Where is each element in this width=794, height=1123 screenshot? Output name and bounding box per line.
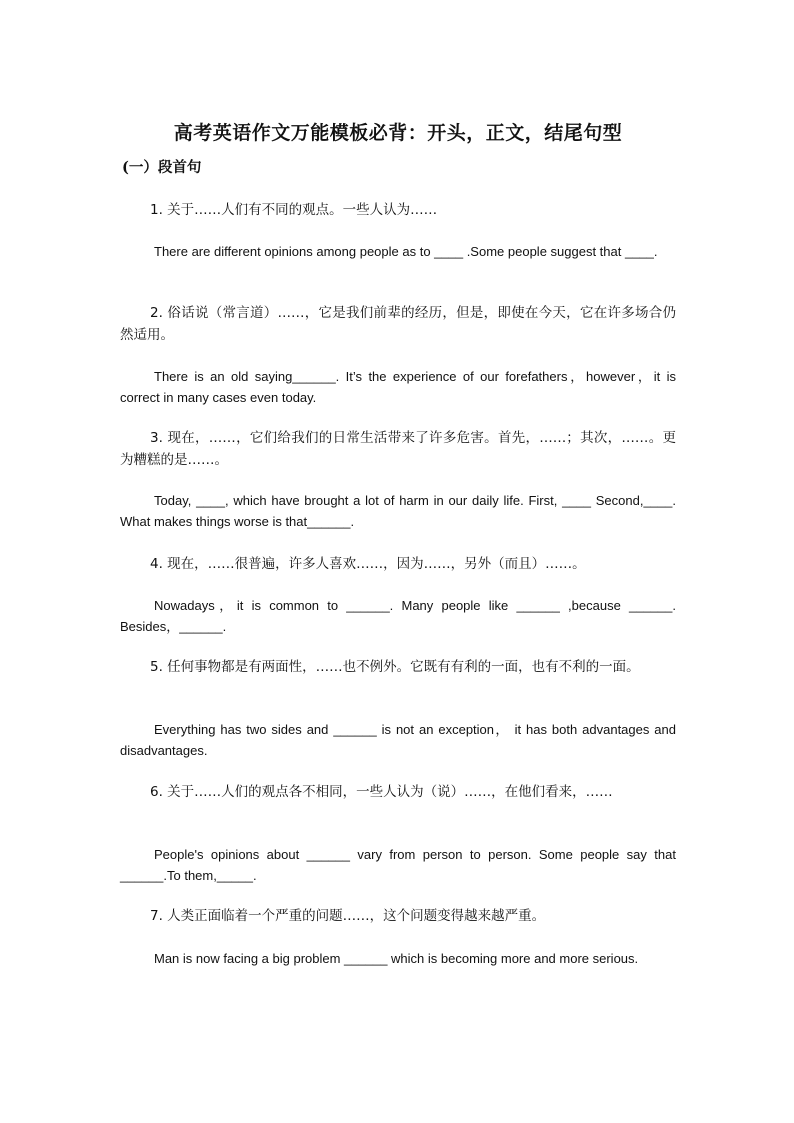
item-3-chinese: 3. 现在，……，它们给我们的日常生活带来了许多危害。首先，……；其次，……。更为糟糕的是……。 (120, 430, 676, 468)
item-7-chinese: 7. 人类正面临着一个严重的问题……，这个问题变得越来越严重。 (150, 908, 546, 924)
item-2-chinese: 2. 俗话说（常言道）……，它是我们前辈的经历，但是，即使在今天，它在许多场合仍然适用。 (120, 305, 676, 343)
section-heading: (一）段首句 (122, 159, 202, 176)
item-4-english: Nowadays，it is common to ______. Many people like ______ ,because ______. Besides，______. (120, 598, 676, 634)
item-2-english: There is an old saying______. It’s the experience of our forefathers，however，it is correct in many cases even today. (120, 369, 676, 405)
item-6-chinese: 6. 关于……人们的观点各不相同，一些人认为（说）……，在他们看来，…… (150, 784, 613, 800)
item-7-english: Man is now facing a big problem ______ which is becoming more and more serious. (154, 951, 639, 966)
item-5-chinese: 5. 任何事物都是有两面性，……也不例外。它既有有利的一面，也有不利的一面。 (150, 659, 640, 675)
item-4-chinese: 4. 现在，……很普遍，许多人喜欢……，因为……，另外（而且）……。 (150, 556, 586, 572)
page-title: 高考英语作文万能模板必背：开头，正文，结尾句型 (173, 122, 623, 144)
item-3-english: Today, ____, which have brought a lot of harm in our daily life. First, ____ Second,____. What makes things worse is that______. (120, 493, 676, 529)
item-1-chinese: 1. 关于……人们有不同的观点。一些人认为…… (150, 202, 438, 218)
item-1-english: There are different opinions among people as to ____ .Some people suggest that ____. (154, 244, 658, 259)
item-5-english: Everything has two sides and ______ is not an exception， it has both advantages and disadvantages. (120, 722, 676, 758)
item-6-english: People's opinions about ______ vary from person to person. Some people say that ______.To them,_____. (120, 847, 676, 883)
document-page (120, 0, 676, 1123)
